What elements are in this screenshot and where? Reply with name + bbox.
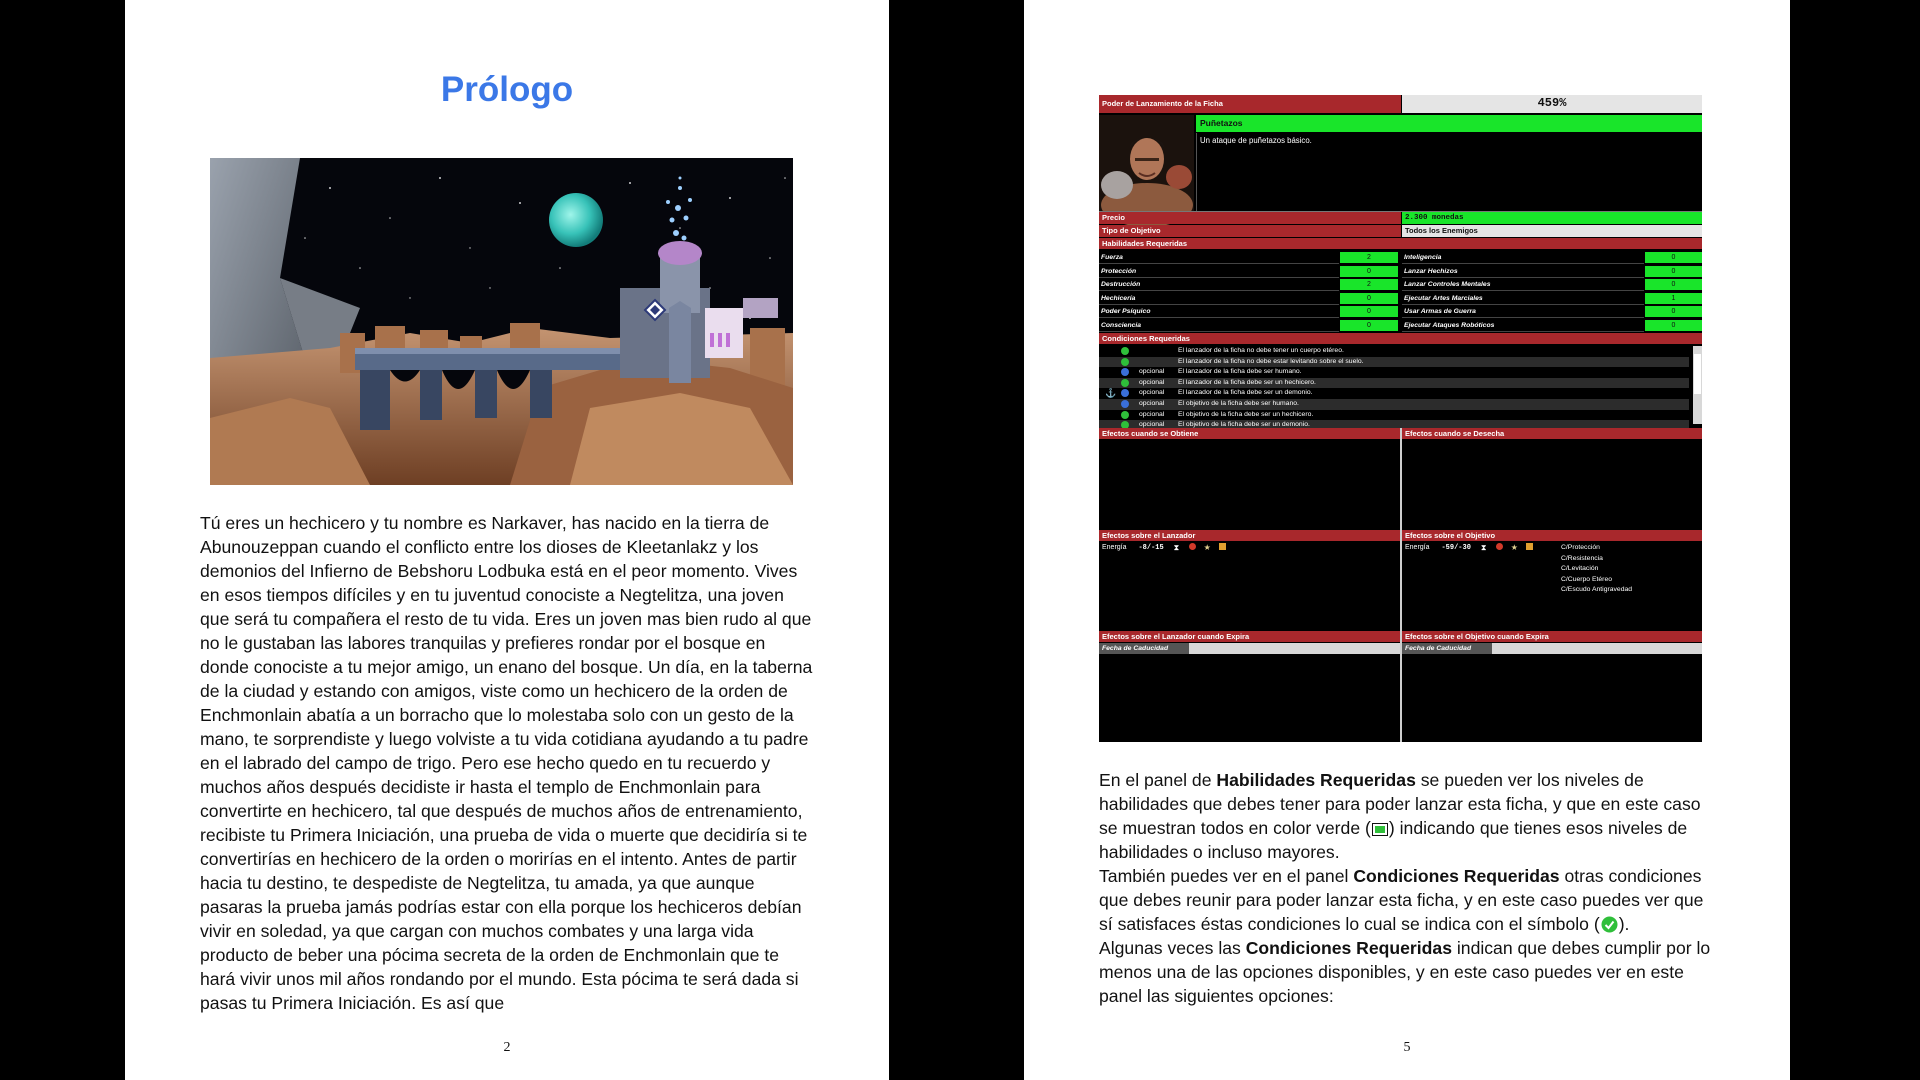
condition-row: opcional El objetivo de la ficha debe ser humano. xyxy=(1099,399,1689,410)
power-label: Poder de Lanzamiento de la Ficha xyxy=(1099,95,1401,113)
condition-row: opcional El objetivo de la ficha debe ser un hechicero. xyxy=(1099,410,1689,421)
skill-value: 0 xyxy=(1645,306,1702,317)
skill-value: 0 xyxy=(1340,266,1398,277)
skill-row xyxy=(1099,252,1401,264)
expire-caster-label: Efectos sobre el Lanzador cuando Expira xyxy=(1099,631,1400,642)
left-page xyxy=(125,0,889,1080)
check-icon xyxy=(1121,379,1129,387)
effects-target-label: Efectos sobre el Objetivo xyxy=(1402,530,1702,541)
stop-icon xyxy=(1189,543,1196,550)
target-condition: C/Cuerpo Etéreo xyxy=(1561,575,1613,583)
power-value: 459% xyxy=(1402,95,1702,113)
skill-row xyxy=(1402,320,1702,332)
check-icon xyxy=(1121,411,1129,419)
condition-row: opcional El lanzador de la ficha debe ser un hechicero. xyxy=(1099,378,1689,389)
prologue-paragraph: Tú eres un hechicero y tu nombre es Narkaver, has nacido en la tierra de Abunouzeppan cuando el conflicto entre los dioses de Kleetanlakz y los demonios del Infierno de Bebshoru Lodbuka está en el peor momento. Vives en esos tiempos difíciles y en tu juventud conociste a Negtelitza, una joven que será tu compañera el resto de tu vida. Eres un joven mas bien rudo al que no le gustaban las labores tranquilas y prefieres rondar por el bosque en donde conociste a tu mejor amigo, un enano del bosque. Un día, en la taberna de la ciudad y estando con amigos, viste como un hechicero de la orden de Enchmonlain abatía a un borracho que lo molestaba solo con un gesto de la mano, te sorprendiste y luego volviste a tu vida cotidiana ayudando a tu padre en el labrado del campo de trigo. Pero ese hecho quedo en tu recuerdo y muchos años después decidiste ir hasta el templo de Enchmonlain para convertirte en hechicero, tal que después de muchos años de entrenamiento, recibiste tu Primera Iniciación, una prueba de vida o muerte que decidiría si te convertirías en hechicero de la orden o morirías en el intento. Antes de partir hacia tu destino, te despediste de Negtelitza, tu amada, ya que aunque pasaras la prueba jamás podrías estar con ella porque los hechiceros debían vivir en soledad, ya que cargan con muchos combates y una larga vida producto de beber una pócima secreta de la orden de Enchmonlain que te hará vivir unos mil años rondando por el mundo. Esta pócima te será dada si pasas tu Primera Iniciación. Es así que xyxy=(200,513,813,1013)
target-type-label: Tipo de Objetivo xyxy=(1099,225,1401,237)
skill-value: 0 xyxy=(1645,266,1702,277)
conditions-scrollbar[interactable] xyxy=(1693,346,1702,424)
skill-value: 0 xyxy=(1340,320,1398,331)
check-icon xyxy=(1601,916,1618,933)
skill-row xyxy=(1099,266,1401,278)
conditions-list xyxy=(1099,346,1702,429)
paragraph-options: Algunas veces las Condiciones Requeridas indican que debes cumplir por lo menos una de las opciones disponibles, y en este caso puedes ver en este panel las siguientes opciones: xyxy=(1099,938,1711,1006)
effects-obtain-label: Efectos cuando se Obtiene xyxy=(1099,428,1400,439)
condition-row: El lanzador de la ficha no debe estar levitando sobre el suelo. xyxy=(1099,357,1689,368)
hourglass-icon: ⧗ xyxy=(1173,543,1180,552)
caster-energy: Energía -8/-15 ⧗ ★ xyxy=(1102,543,1226,552)
skill-name: Consciencia xyxy=(1099,320,1339,332)
skill-value: 0 xyxy=(1340,306,1398,317)
skill-value: 0 xyxy=(1645,320,1702,331)
price-value: 2.300 monedas xyxy=(1402,212,1702,224)
skill-row xyxy=(1099,293,1401,305)
effects-caster-label: Efectos sobre el Lanzador xyxy=(1099,530,1400,541)
skill-value: 0 xyxy=(1645,252,1702,263)
caster-expiry-label: Fecha de Caducidad xyxy=(1099,643,1189,654)
skill-name: Inteligencia xyxy=(1402,252,1644,264)
skill-value: 2 xyxy=(1340,279,1398,290)
target-condition: C/Escudo Antigravedad xyxy=(1561,586,1633,593)
explanation-text xyxy=(1099,768,1714,1008)
skill-name: Lanzar Controles Mentales xyxy=(1402,279,1644,291)
skill-row xyxy=(1402,293,1702,305)
target-condition: C/Levitación xyxy=(1561,565,1599,572)
prologue-text xyxy=(200,511,815,1015)
hand-icon xyxy=(1219,543,1226,550)
conditions-label: Condiciones Requeridas xyxy=(1099,333,1702,344)
skill-row xyxy=(1402,279,1702,291)
prologue-illustration xyxy=(210,158,793,485)
page-title: Prólogo xyxy=(440,70,574,109)
effects-discard-label: Efectos cuando se Desecha xyxy=(1402,428,1702,439)
skill-name: Destrucción xyxy=(1099,279,1339,291)
green-square-icon xyxy=(1372,823,1388,836)
right-page xyxy=(1024,0,1790,1080)
paragraph-conditions: También puedes ver en el panel Condiciones Requeridas otras condiciones que debes reunir para poder lanzar esta ficha, y en este caso puedes ver que sí satisfaces éstas condiciones lo cual se indica con el símbolo ( ). xyxy=(1099,866,1704,934)
target-type-value: Todos los Enemigos xyxy=(1402,225,1702,237)
check-icon xyxy=(1121,358,1129,366)
figure-icon: ★ xyxy=(1510,543,1518,552)
card-description: Un ataque de puñetazos básico. xyxy=(1196,133,1702,211)
condition-row: El lanzador de la ficha no debe tener un cuerpo etéreo. xyxy=(1099,346,1689,357)
skill-name: Ejecutar Artes Marciales xyxy=(1402,293,1644,305)
page-number: 5 xyxy=(1403,1040,1411,1055)
skill-name: Poder Psíquico xyxy=(1099,306,1339,318)
target-condition: C/Protección xyxy=(1561,544,1600,551)
skill-row xyxy=(1099,279,1401,291)
condition-row: opcional El objetivo de la ficha debe ser un demonio. xyxy=(1099,420,1689,431)
skill-value: 0 xyxy=(1340,293,1398,304)
price-label: Precio xyxy=(1099,212,1401,224)
card-portrait xyxy=(1099,115,1194,211)
skill-value: 2 xyxy=(1340,252,1398,263)
anchor-icon: ⚓ xyxy=(1105,388,1117,399)
card-name: Puñetazos xyxy=(1196,115,1702,132)
skill-row xyxy=(1402,252,1702,264)
skill-name: Protección xyxy=(1099,266,1339,278)
target-conditions-list xyxy=(1561,543,1632,596)
skill-row xyxy=(1402,306,1702,318)
target-expiry-label: Fecha de Caducidad xyxy=(1402,643,1492,654)
page-number: 2 xyxy=(503,1040,511,1055)
hourglass-icon: ⧗ xyxy=(1480,543,1487,552)
hand-icon xyxy=(1526,543,1533,550)
spell-card-panel xyxy=(1099,95,1702,742)
skill-value: 1 xyxy=(1645,293,1702,304)
skill-name: Ejecutar Ataques Robóticos xyxy=(1402,320,1644,332)
minus-icon xyxy=(1121,400,1129,408)
skill-name: Lanzar Hechizos xyxy=(1402,266,1644,278)
stop-icon xyxy=(1496,543,1503,550)
skill-row xyxy=(1402,266,1702,278)
condition-row: opcional El lanzador de la ficha debe ser humano. xyxy=(1099,367,1689,378)
skill-name: Fuerza xyxy=(1099,252,1339,264)
skills-label: Habilidades Requeridas xyxy=(1099,238,1702,249)
condition-row: ⚓ opcional El lanzador de la ficha debe ser un demonio. xyxy=(1105,388,1313,399)
skill-row xyxy=(1099,306,1401,318)
figure-icon: ★ xyxy=(1203,543,1211,552)
paragraph-skills: En el panel de Habilidades Requeridas se pueden ver los niveles de habilidades que debes tener para poder lanzar esta ficha, y que en este caso se muestran todos en color verde ( ) indicando que tienes esos niveles de habilidades o incluso mayores. xyxy=(1099,770,1701,862)
skill-value: 0 xyxy=(1645,279,1702,290)
check-icon xyxy=(1121,347,1129,355)
minus-icon xyxy=(1121,389,1129,397)
expire-target-label: Efectos sobre el Objetivo cuando Expira xyxy=(1402,631,1702,642)
skill-name: Hechicería xyxy=(1099,293,1339,305)
skill-row xyxy=(1099,320,1401,332)
minus-icon xyxy=(1121,368,1129,376)
skill-name: Usar Armas de Guerra xyxy=(1402,306,1644,318)
target-condition: C/Resistencia xyxy=(1561,554,1603,562)
target-energy: Energía -59/-30 ⧗ ★ xyxy=(1405,543,1533,552)
